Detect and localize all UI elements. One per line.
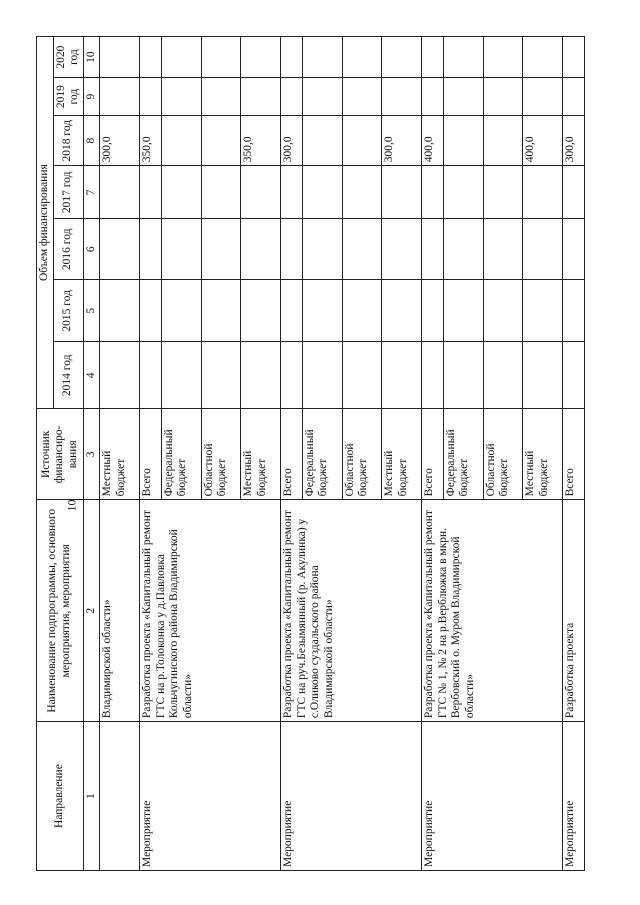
col-number: 8 <box>83 116 100 166</box>
value-cell <box>139 342 161 409</box>
value-cell <box>161 342 201 409</box>
value-cell: 400,0 <box>422 116 444 166</box>
value-cell <box>201 78 241 116</box>
value-cell <box>443 219 483 280</box>
value-cell <box>483 219 523 280</box>
col-number: 4 <box>83 342 100 409</box>
header-year: 2020 год <box>53 37 83 78</box>
value-cell <box>563 166 585 219</box>
value-cell: 350,0 <box>241 116 281 166</box>
value-cell <box>161 116 201 166</box>
value-cell <box>302 166 342 219</box>
value-cell <box>382 280 422 342</box>
header-volume: Объем финансирования <box>37 37 54 409</box>
value-cell <box>483 37 523 78</box>
value-cell <box>523 280 563 342</box>
value-cell <box>100 78 140 116</box>
value-cell <box>201 342 241 409</box>
value-cell <box>161 280 201 342</box>
value-cell <box>139 280 161 342</box>
col-number: 7 <box>83 166 100 219</box>
value-cell <box>422 219 444 280</box>
value-cell <box>281 37 303 78</box>
header-year: 2014 год <box>53 342 83 409</box>
value-cell <box>483 116 523 166</box>
value-cell <box>443 342 483 409</box>
value-cell <box>241 280 281 342</box>
value-cell: 300,0 <box>382 116 422 166</box>
direction-cell: Мероприятие <box>422 722 563 871</box>
table-row <box>139 37 161 871</box>
value-cell <box>161 37 201 78</box>
value-cell <box>100 166 140 219</box>
col-number: 3 <box>83 409 100 500</box>
value-cell <box>342 78 382 116</box>
value-cell <box>443 280 483 342</box>
value-cell <box>563 219 585 280</box>
direction-cell: Мероприятие <box>139 722 280 871</box>
source-cell: Всего <box>422 409 444 500</box>
value-cell <box>281 219 303 280</box>
source-cell: Федеральный бюджет <box>302 409 342 500</box>
direction-cell <box>100 722 140 871</box>
table-row <box>563 37 585 871</box>
value-cell <box>443 116 483 166</box>
value-cell <box>139 166 161 219</box>
value-cell <box>443 78 483 116</box>
value-cell <box>342 280 382 342</box>
event-name-cell: Разработка проекта «Капитальный ремонт ГТС на руч.Безымянный (р. Акулинка) у с.Оликово суздальского района Владимирской области» <box>281 500 422 722</box>
value-cell <box>523 166 563 219</box>
table-row <box>100 37 140 871</box>
source-cell: Всего <box>563 409 585 500</box>
event-name-cell: Владимирской области» <box>100 500 140 722</box>
value-cell <box>523 342 563 409</box>
value-cell <box>281 280 303 342</box>
value-cell <box>563 342 585 409</box>
value-cell <box>443 166 483 219</box>
header-name: Наименование подпрограммы, основного мероприятия, мероприятия <box>37 500 84 722</box>
rotated-table-container <box>36 36 585 871</box>
col-number: 9 <box>83 78 100 116</box>
value-cell: 300,0 <box>281 116 303 166</box>
value-cell <box>139 78 161 116</box>
value-cell <box>563 280 585 342</box>
header-year: 2019 год <box>53 78 83 116</box>
col-number: 5 <box>83 280 100 342</box>
page-number: 10 <box>64 499 79 512</box>
value-cell <box>302 342 342 409</box>
source-cell: Всего <box>139 409 161 500</box>
event-name-cell: Разработка проекта <box>563 500 585 722</box>
value-cell <box>139 37 161 78</box>
value-cell <box>100 342 140 409</box>
direction-cell: Мероприятие <box>281 722 422 871</box>
value-cell <box>563 78 585 116</box>
value-cell <box>100 219 140 280</box>
source-cell: Местный бюджет <box>382 409 422 500</box>
value-cell <box>302 78 342 116</box>
header-year: 2018 год <box>53 116 83 166</box>
value-cell <box>302 116 342 166</box>
value-cell <box>443 37 483 78</box>
event-name-cell: Разработка проекта «Капитальный ремонт ГТС на р.Толоконка у д.Павловка Кольчугинского района Владимирской области» <box>139 500 280 722</box>
value-cell <box>281 166 303 219</box>
value-cell <box>281 78 303 116</box>
value-cell <box>201 219 241 280</box>
value-cell <box>483 78 523 116</box>
value-cell <box>342 37 382 78</box>
value-cell <box>342 342 382 409</box>
source-cell: Местный бюджет <box>523 409 563 500</box>
value-cell <box>161 219 201 280</box>
value-cell <box>100 280 140 342</box>
value-cell <box>100 37 140 78</box>
value-cell <box>523 37 563 78</box>
col-number: 2 <box>83 500 100 722</box>
value-cell <box>422 280 444 342</box>
value-cell <box>422 166 444 219</box>
value-cell <box>342 219 382 280</box>
value-cell <box>201 280 241 342</box>
value-cell <box>281 342 303 409</box>
direction-cell: Мероприятие <box>563 722 585 871</box>
value-cell <box>241 342 281 409</box>
value-cell <box>382 166 422 219</box>
value-cell <box>201 37 241 78</box>
value-cell <box>422 78 444 116</box>
value-cell <box>161 166 201 219</box>
source-cell: Федеральный бюджет <box>443 409 483 500</box>
value-cell <box>201 166 241 219</box>
source-cell: Местный бюджет <box>100 409 140 500</box>
value-cell <box>422 342 444 409</box>
value-cell <box>382 37 422 78</box>
value-cell <box>483 342 523 409</box>
value-cell <box>302 219 342 280</box>
header-direction: Направление <box>37 722 84 871</box>
value-cell <box>422 37 444 78</box>
value-cell <box>302 37 342 78</box>
source-cell: Областной бюджет <box>342 409 382 500</box>
value-cell <box>523 78 563 116</box>
value-cell <box>241 37 281 78</box>
table-row <box>281 37 303 871</box>
value-cell <box>241 166 281 219</box>
value-cell <box>382 219 422 280</box>
col-number: 1 <box>83 722 100 871</box>
header-year: 2017 год <box>53 166 83 219</box>
value-cell <box>241 78 281 116</box>
col-number: 6 <box>83 219 100 280</box>
value-cell: 300,0 <box>100 116 140 166</box>
source-cell: Всего <box>281 409 303 500</box>
value-cell <box>483 280 523 342</box>
value-cell <box>302 280 342 342</box>
header-year: 2015 год <box>53 280 83 342</box>
value-cell <box>342 166 382 219</box>
value-cell <box>342 116 382 166</box>
source-cell: Областной бюджет <box>483 409 523 500</box>
value-cell <box>382 342 422 409</box>
financing-table <box>36 36 585 871</box>
value-cell <box>201 116 241 166</box>
value-cell <box>523 219 563 280</box>
header-source: Источник финансиро-вания <box>37 409 84 500</box>
table-body <box>100 37 585 871</box>
value-cell <box>241 219 281 280</box>
value-cell <box>563 37 585 78</box>
col-number: 10 <box>83 37 100 78</box>
value-cell <box>161 78 201 116</box>
value-cell: 300,0 <box>563 116 585 166</box>
value-cell <box>483 166 523 219</box>
event-name-cell: Разработка проекта «Капитальный ремонт ГТС № 1, № 2 на р.Верблюжка в мкрн. Вербовский о. Муром Владимирской области» <box>422 500 563 722</box>
source-cell: Областной бюджет <box>201 409 241 500</box>
header-year: 2016 год <box>53 219 83 280</box>
value-cell <box>382 78 422 116</box>
source-cell: Федеральный бюджет <box>161 409 201 500</box>
value-cell <box>139 219 161 280</box>
table-row <box>422 37 444 871</box>
value-cell: 350,0 <box>139 116 161 166</box>
value-cell: 400,0 <box>523 116 563 166</box>
source-cell: Местный бюджет <box>241 409 281 500</box>
